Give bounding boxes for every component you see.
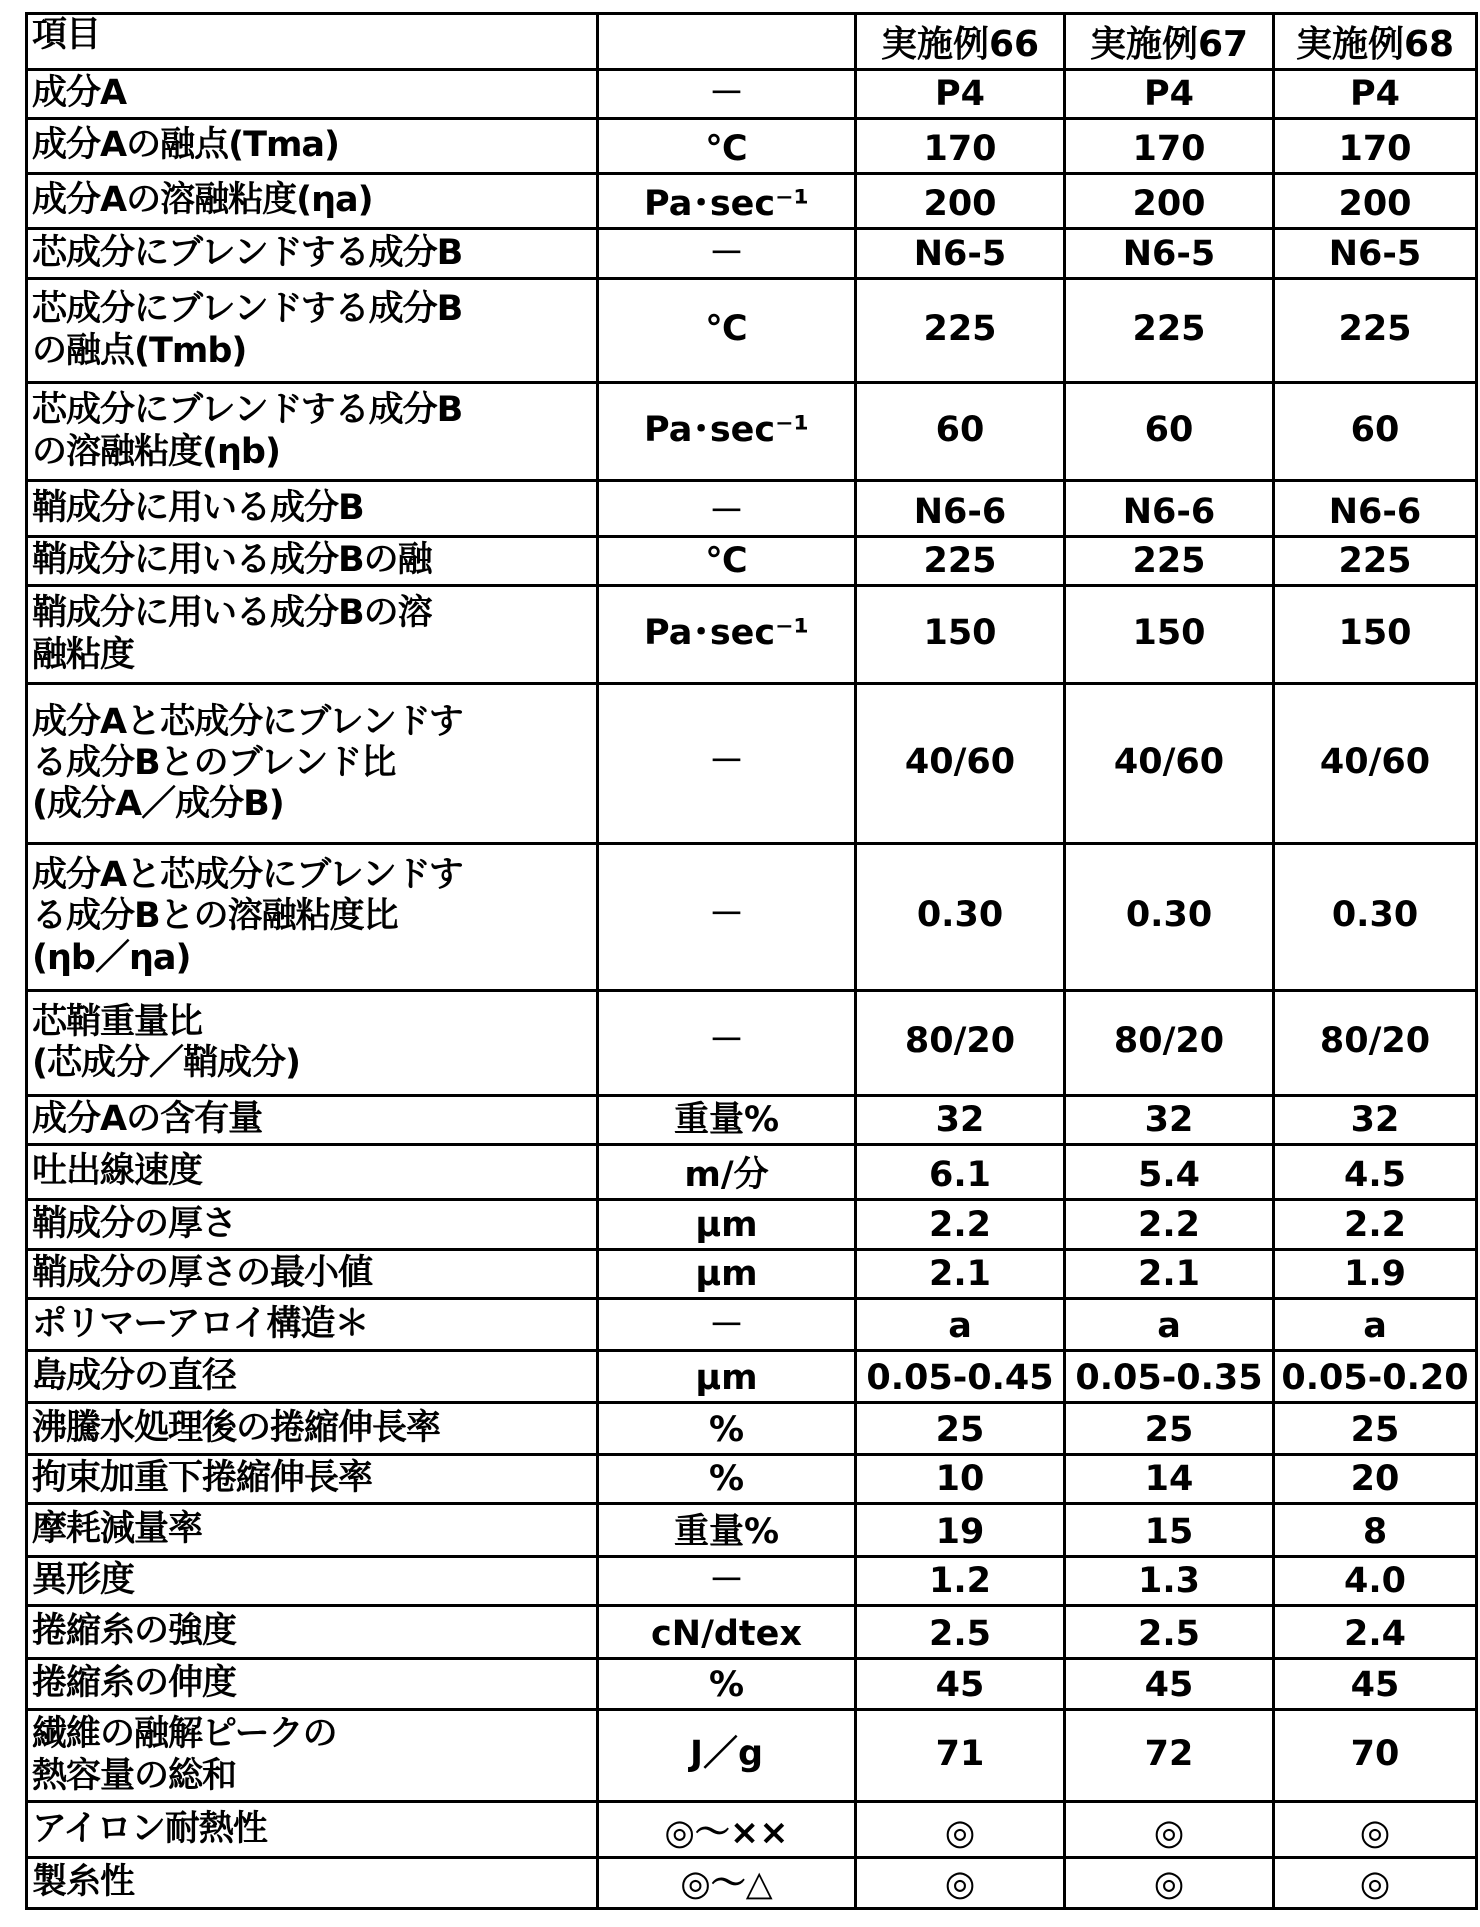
- row-value-example-68: 45: [1274, 1659, 1477, 1710]
- row-value-example-66: 45: [856, 1659, 1065, 1710]
- table-row: [27, 1710, 1477, 1802]
- row-unit: －: [598, 229, 856, 279]
- row-value-example-68: 2.4: [1274, 1606, 1477, 1659]
- row-item-label: 摩耗減量率: [27, 1504, 598, 1557]
- row-value-example-67: 60: [1065, 383, 1274, 481]
- row-value-example-68: 2.2: [1274, 1200, 1477, 1250]
- row-value-example-66: 40/60: [856, 684, 1065, 844]
- row-value-example-68: N6-6: [1274, 481, 1477, 537]
- row-unit: %: [598, 1659, 856, 1710]
- row-unit: Pa･sec⁻¹: [598, 586, 856, 684]
- table-row: [27, 1250, 1477, 1299]
- row-value-example-67: 1.3: [1065, 1557, 1274, 1606]
- row-value-example-68: 40/60: [1274, 684, 1477, 844]
- row-item-label: 島成分の直径: [27, 1351, 598, 1403]
- row-value-example-68: 150: [1274, 586, 1477, 684]
- row-value-example-67: 15: [1065, 1504, 1274, 1557]
- row-value-example-66: 170: [856, 119, 1065, 174]
- table-row: [27, 991, 1477, 1096]
- row-value-example-66: 2.2: [856, 1200, 1065, 1250]
- row-value-example-66: 71: [856, 1710, 1065, 1802]
- row-value-example-66: 2.1: [856, 1250, 1065, 1299]
- table-row: [27, 1802, 1477, 1858]
- row-value-example-68: 32: [1274, 1096, 1477, 1145]
- row-value-example-66: 1.2: [856, 1557, 1065, 1606]
- row-item-label: 捲縮糸の強度: [27, 1606, 598, 1659]
- row-value-example-68: 0.30: [1274, 844, 1477, 991]
- row-item-label: 異形度: [27, 1557, 598, 1606]
- row-value-example-66: 200: [856, 174, 1065, 229]
- row-unit: ◎～△: [598, 1858, 856, 1909]
- row-unit: －: [598, 991, 856, 1096]
- row-unit: m/分: [598, 1145, 856, 1200]
- row-value-example-68: P4: [1274, 70, 1477, 119]
- row-value-example-66: a: [856, 1299, 1065, 1351]
- row-value-example-68: 70: [1274, 1710, 1477, 1802]
- row-unit: －: [598, 684, 856, 844]
- row-value-example-68: 60: [1274, 383, 1477, 481]
- row-value-example-67: 170: [1065, 119, 1274, 174]
- row-value-example-67: 0.30: [1065, 844, 1274, 991]
- table-row: [27, 844, 1477, 991]
- row-item-label: アイロン耐熱性: [27, 1802, 598, 1858]
- table-row: [27, 1659, 1477, 1710]
- row-item-label: 成分Aと芯成分にブレンドす る成分Bとのブレンド比 (成分A／成分B): [27, 684, 598, 844]
- row-value-example-67: 2.1: [1065, 1250, 1274, 1299]
- row-value-example-67: 0.05-0.35: [1065, 1351, 1274, 1403]
- row-value-example-66: 225: [856, 537, 1065, 586]
- row-item-label: 鞘成分の厚さの最小値: [27, 1250, 598, 1299]
- row-item-label: 鞘成分の厚さ: [27, 1200, 598, 1250]
- row-unit: 重量%: [598, 1096, 856, 1145]
- row-value-example-66: 225: [856, 279, 1065, 383]
- row-value-example-66: 0.05-0.45: [856, 1351, 1065, 1403]
- row-item-label: 芯鞘重量比 (芯成分／鞘成分): [27, 991, 598, 1096]
- row-value-example-68: 25: [1274, 1403, 1477, 1455]
- row-value-example-66: 10: [856, 1455, 1065, 1504]
- table-row: [27, 586, 1477, 684]
- row-value-example-67: 14: [1065, 1455, 1274, 1504]
- row-unit: ℃: [598, 119, 856, 174]
- table-row: [27, 481, 1477, 537]
- row-value-example-67: ◎: [1065, 1858, 1274, 1909]
- row-value-example-68: 20: [1274, 1455, 1477, 1504]
- row-unit: －: [598, 1299, 856, 1351]
- row-value-example-68: 8: [1274, 1504, 1477, 1557]
- row-item-label: ポリマーアロイ構造＊: [27, 1299, 598, 1351]
- row-value-example-66: 0.30: [856, 844, 1065, 991]
- row-value-example-67: 32: [1065, 1096, 1274, 1145]
- header-item: 項目: [27, 14, 598, 70]
- table-row: [27, 537, 1477, 586]
- header-example-66: 実施例66: [856, 14, 1065, 70]
- row-value-example-67: 40/60: [1065, 684, 1274, 844]
- row-value-example-68: 0.05-0.20: [1274, 1351, 1477, 1403]
- row-value-example-68: 225: [1274, 279, 1477, 383]
- row-item-label: 芯成分にブレンドする成分B: [27, 229, 598, 279]
- row-value-example-67: 200: [1065, 174, 1274, 229]
- row-value-example-66: ◎: [856, 1802, 1065, 1858]
- row-value-example-68: N6-5: [1274, 229, 1477, 279]
- row-value-example-66: 2.5: [856, 1606, 1065, 1659]
- row-value-example-67: 45: [1065, 1659, 1274, 1710]
- table-row: [27, 383, 1477, 481]
- row-value-example-67: 80/20: [1065, 991, 1274, 1096]
- row-unit: %: [598, 1455, 856, 1504]
- row-unit: －: [598, 844, 856, 991]
- row-unit: Pa･sec⁻¹: [598, 174, 856, 229]
- row-unit: －: [598, 70, 856, 119]
- row-value-example-67: 225: [1065, 279, 1274, 383]
- table-row: [27, 1096, 1477, 1145]
- row-value-example-68: 200: [1274, 174, 1477, 229]
- row-value-example-66: N6-5: [856, 229, 1065, 279]
- row-item-label: 製糸性: [27, 1858, 598, 1909]
- row-value-example-67: N6-5: [1065, 229, 1274, 279]
- table-row: [27, 1200, 1477, 1250]
- row-item-label: 鞘成分に用いる成分B: [27, 481, 598, 537]
- header-example-68: 実施例68: [1274, 14, 1477, 70]
- row-unit: ℃: [598, 537, 856, 586]
- row-value-example-66: 32: [856, 1096, 1065, 1145]
- row-unit: cN/dtex: [598, 1606, 856, 1659]
- row-value-example-67: a: [1065, 1299, 1274, 1351]
- table-row: [27, 684, 1477, 844]
- row-value-example-68: 225: [1274, 537, 1477, 586]
- row-value-example-66: 6.1: [856, 1145, 1065, 1200]
- row-value-example-66: 19: [856, 1504, 1065, 1557]
- row-value-example-68: ◎: [1274, 1858, 1477, 1909]
- row-value-example-66: P4: [856, 70, 1065, 119]
- row-item-label: 沸騰水処理後の捲縮伸長率: [27, 1403, 598, 1455]
- row-value-example-66: 25: [856, 1403, 1065, 1455]
- results-table: [25, 12, 1478, 1910]
- row-unit: －: [598, 481, 856, 537]
- row-value-example-68: ◎: [1274, 1802, 1477, 1858]
- row-value-example-66: N6-6: [856, 481, 1065, 537]
- row-item-label: 成分Aの融点(Tma): [27, 119, 598, 174]
- row-value-example-67: 2.5: [1065, 1606, 1274, 1659]
- row-item-label: 成分Aの溶融粘度(ηa): [27, 174, 598, 229]
- row-item-label: 拘束加重下捲縮伸長率: [27, 1455, 598, 1504]
- table-row: [27, 279, 1477, 383]
- row-unit: μm: [598, 1250, 856, 1299]
- row-item-label: 成分Aの含有量: [27, 1096, 598, 1145]
- row-value-example-68: 170: [1274, 119, 1477, 174]
- row-unit: Pa･sec⁻¹: [598, 383, 856, 481]
- table-row: [27, 1504, 1477, 1557]
- row-value-example-67: 25: [1065, 1403, 1274, 1455]
- row-item-label: 鞘成分に用いる成分Bの融: [27, 537, 598, 586]
- row-unit: %: [598, 1403, 856, 1455]
- row-value-example-68: a: [1274, 1299, 1477, 1351]
- header-example-67: 実施例67: [1065, 14, 1274, 70]
- row-item-label: 捲縮糸の伸度: [27, 1659, 598, 1710]
- row-value-example-68: 4.5: [1274, 1145, 1477, 1200]
- table-row: [27, 1145, 1477, 1200]
- row-item-label: 芯成分にブレンドする成分B の溶融粘度(ηb): [27, 383, 598, 481]
- row-value-example-66: 80/20: [856, 991, 1065, 1096]
- header-unit: [598, 14, 856, 70]
- table-row: [27, 70, 1477, 119]
- table-row: [27, 229, 1477, 279]
- table-body: [27, 14, 1477, 1909]
- row-value-example-66: ◎: [856, 1858, 1065, 1909]
- table-row: [27, 119, 1477, 174]
- table-row: [27, 1557, 1477, 1606]
- header-row: [27, 14, 1477, 70]
- row-value-example-67: 150: [1065, 586, 1274, 684]
- row-value-example-67: 5.4: [1065, 1145, 1274, 1200]
- row-unit: μm: [598, 1351, 856, 1403]
- row-value-example-67: 2.2: [1065, 1200, 1274, 1250]
- row-item-label: 成分A: [27, 70, 598, 119]
- table-row: [27, 1403, 1477, 1455]
- row-value-example-67: 72: [1065, 1710, 1274, 1802]
- table-row: [27, 1858, 1477, 1909]
- table-row: [27, 1606, 1477, 1659]
- row-value-example-67: N6-6: [1065, 481, 1274, 537]
- row-unit: －: [598, 1557, 856, 1606]
- row-unit: ℃: [598, 279, 856, 383]
- row-value-example-68: 1.9: [1274, 1250, 1477, 1299]
- row-unit: 重量%: [598, 1504, 856, 1557]
- row-value-example-67: P4: [1065, 70, 1274, 119]
- row-value-example-68: 80/20: [1274, 991, 1477, 1096]
- row-item-label: 芯成分にブレンドする成分B の融点(Tmb): [27, 279, 598, 383]
- row-unit: ◎～××: [598, 1802, 856, 1858]
- row-item-label: 成分Aと芯成分にブレンドす る成分Bとの溶融粘度比 (ηb／ηa): [27, 844, 598, 991]
- row-value-example-68: 4.0: [1274, 1557, 1477, 1606]
- table-row: [27, 1299, 1477, 1351]
- row-item-label: 吐出線速度: [27, 1145, 598, 1200]
- table-row: [27, 174, 1477, 229]
- row-value-example-67: 225: [1065, 537, 1274, 586]
- row-unit: J／g: [598, 1710, 856, 1802]
- table-row: [27, 1455, 1477, 1504]
- row-item-label: 繊維の融解ピークの 熱容量の総和: [27, 1710, 598, 1802]
- table-row: [27, 1351, 1477, 1403]
- row-item-label: 鞘成分に用いる成分Bの溶 融粘度: [27, 586, 598, 684]
- row-value-example-67: ◎: [1065, 1802, 1274, 1858]
- row-value-example-66: 60: [856, 383, 1065, 481]
- row-value-example-66: 150: [856, 586, 1065, 684]
- row-unit: μm: [598, 1200, 856, 1250]
